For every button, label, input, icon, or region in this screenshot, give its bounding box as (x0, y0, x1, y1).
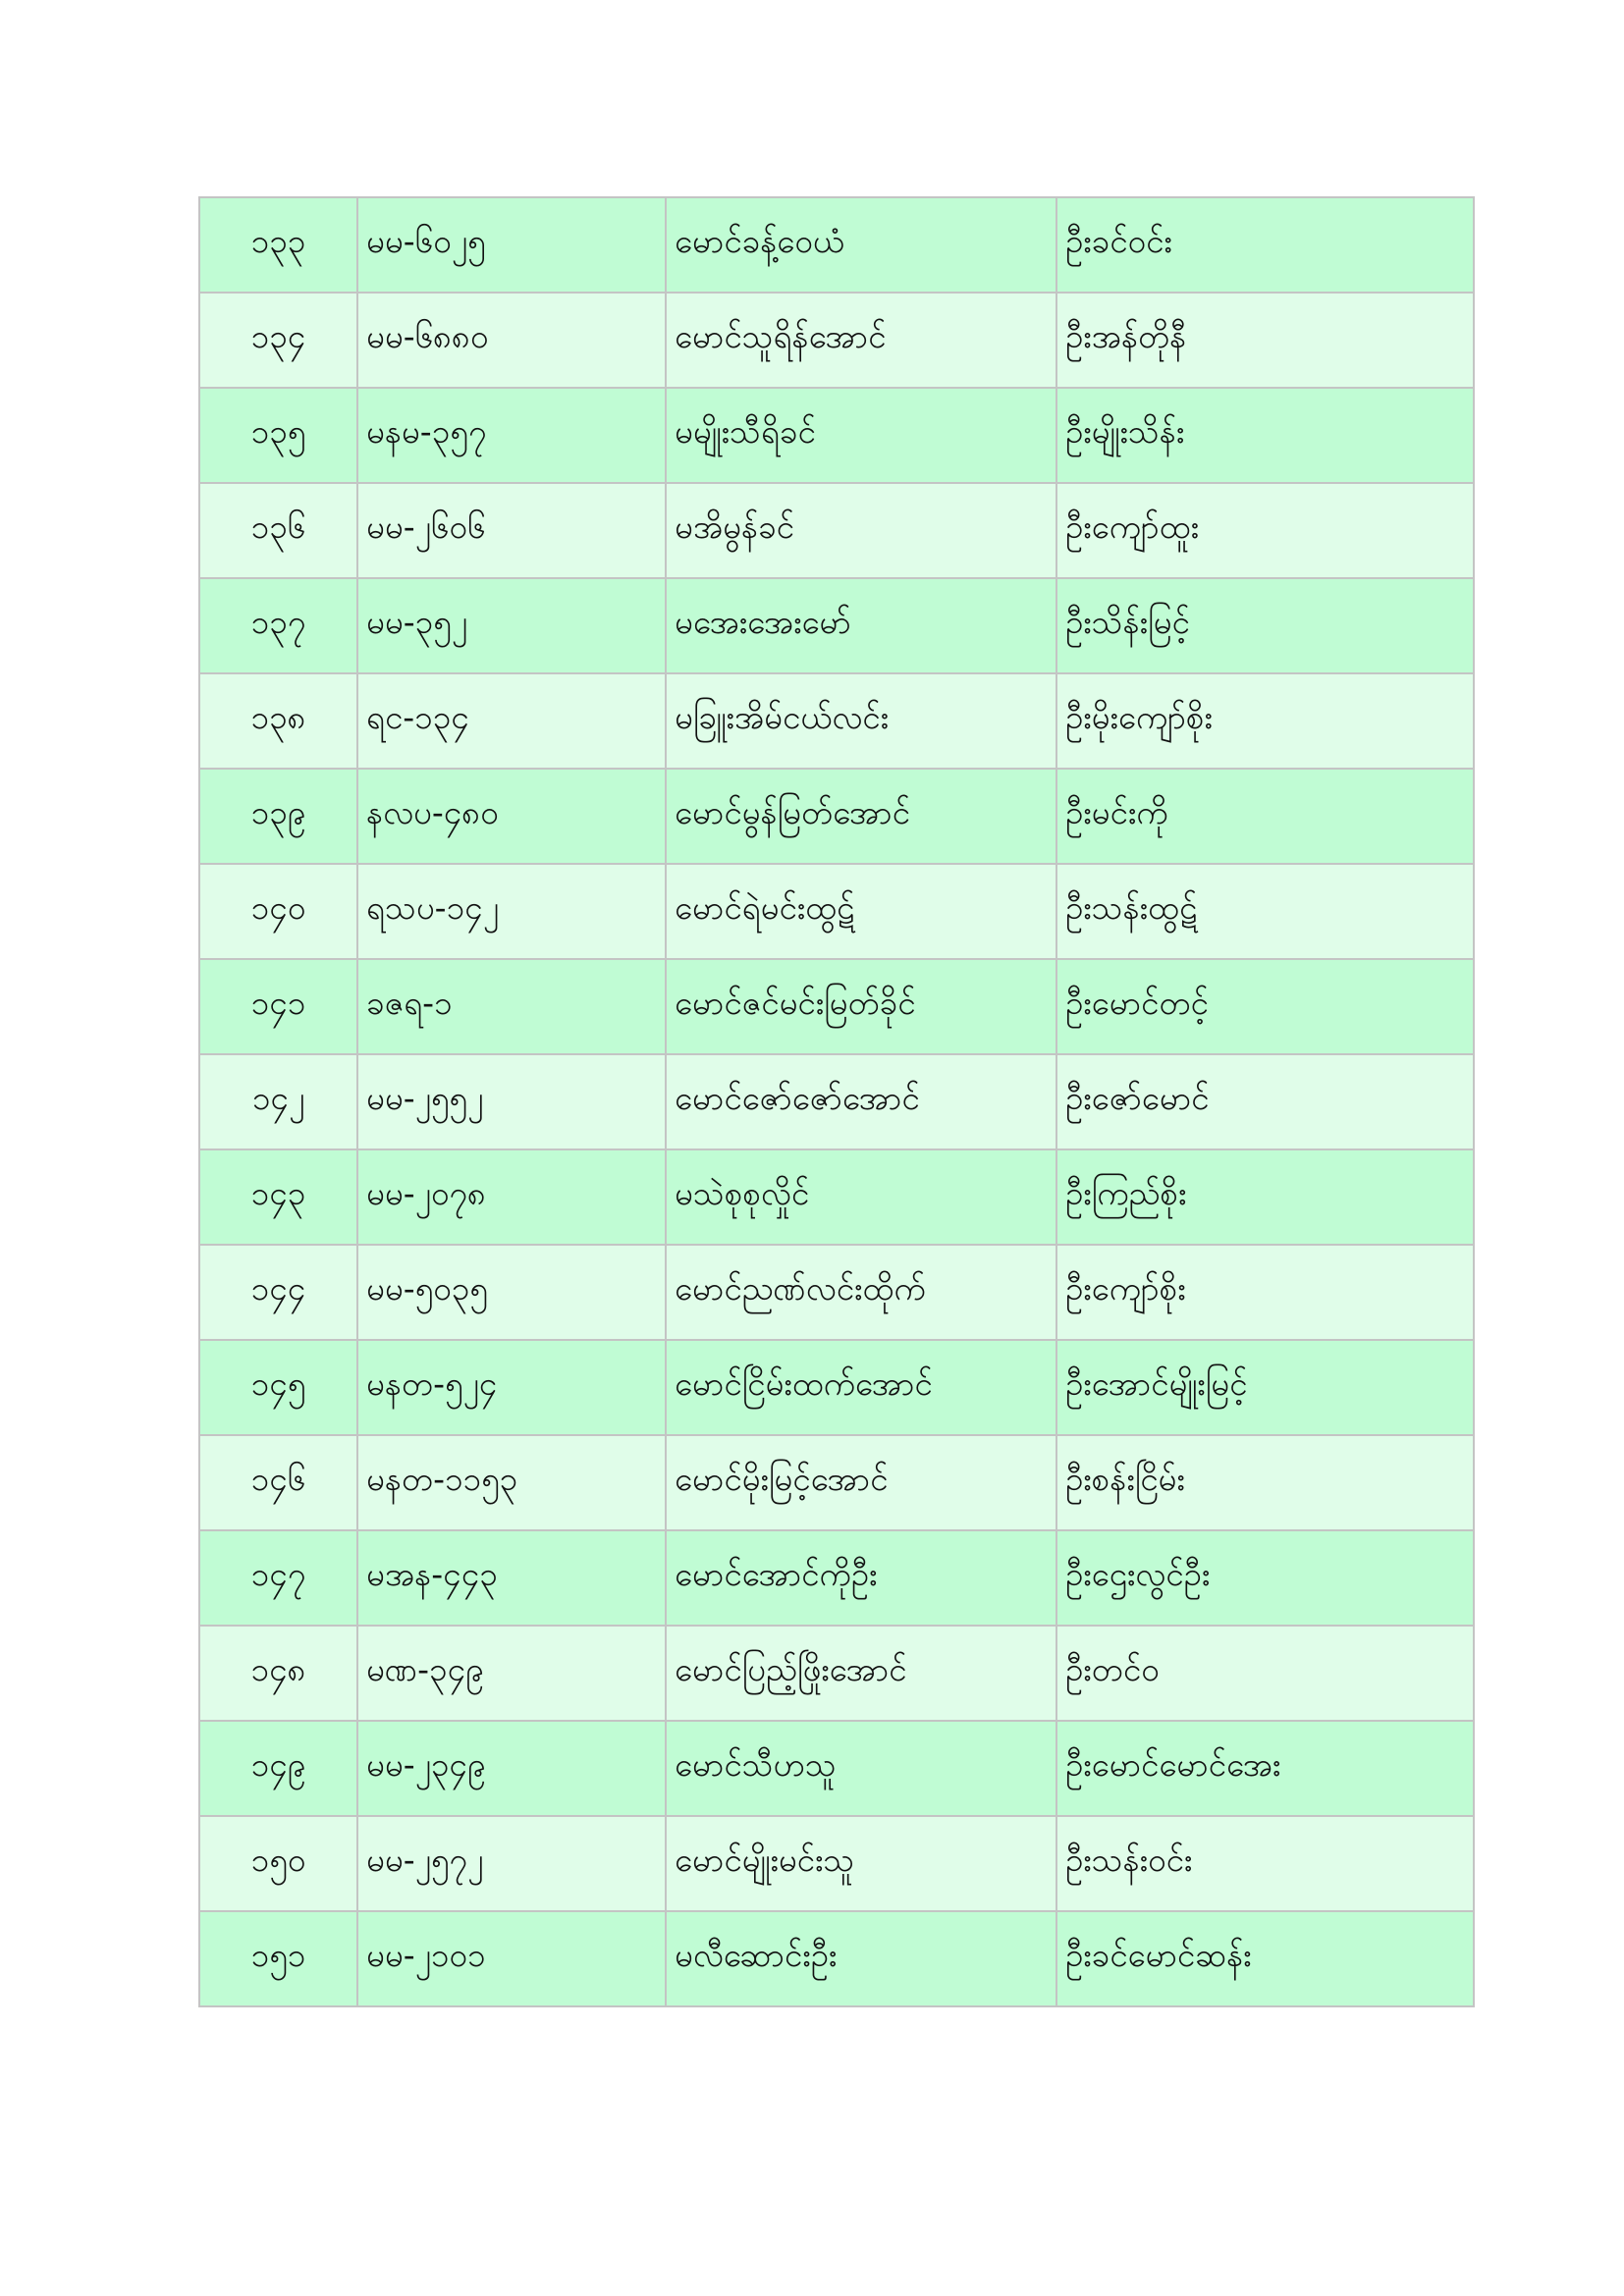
father-name-cell: ဦးစန်းငြိမ်း (1056, 1435, 1474, 1530)
table-row (199, 1054, 1474, 1149)
registration-number-cell: ရင-၁၃၄ (357, 673, 666, 769)
row-number-cell: ၁၄၄ (199, 1245, 357, 1340)
student-name-cell: မောင်ပြည့်ဖြိုးအောင် (666, 1626, 1056, 1721)
student-name-cell: မမျိုးသီရိခင် (666, 388, 1056, 483)
student-name-cell: မောင်မွန်မြတ်အောင် (666, 769, 1056, 864)
row-number-cell: ၁၄၂ (199, 1054, 357, 1149)
registration-number-cell: မနတ-၅၂၄ (357, 1340, 666, 1435)
row-number-cell: ၁၅၀ (199, 1816, 357, 1911)
row-number-cell: ၁၄၇ (199, 1530, 357, 1626)
registration-number-cell: မမ-၂၀၇၈ (357, 1149, 666, 1245)
registration-number-cell: မမ-၂၆၀၆ (357, 483, 666, 578)
registration-number-cell: မနတ-၁၁၅၃ (357, 1435, 666, 1530)
student-name-cell: မောင်မျိုးမင်းသူ (666, 1816, 1056, 1911)
table-row (199, 1530, 1474, 1626)
row-number-cell: ၁၄၅ (199, 1340, 357, 1435)
row-number-cell: ၁၄၃ (199, 1149, 357, 1245)
table-row (199, 1626, 1474, 1721)
father-name-cell: ဦးအန်တိုနီ (1056, 293, 1474, 388)
registration-number-cell: မမ-၂၃၄၉ (357, 1721, 666, 1816)
student-name-cell: မောင်ညဏ်လင်းထိုက် (666, 1245, 1056, 1340)
table-row (199, 959, 1474, 1054)
student-name-cell: မောင်အောင်ကိုဦး (666, 1530, 1056, 1626)
father-name-cell: ဦးခင်ဝင်း (1056, 197, 1474, 293)
table-row (199, 293, 1474, 388)
father-name-cell: ဦးသန်းဝင်း (1056, 1816, 1474, 1911)
table-row (199, 864, 1474, 959)
row-number-cell: ၁၃၅ (199, 388, 357, 483)
student-name-cell: မောင်သူရိန်အောင် (666, 293, 1056, 388)
student-name-cell: မသဲစုစုလှိုင် (666, 1149, 1056, 1245)
student-name-cell: မအိမွန်ခင် (666, 483, 1056, 578)
registration-number-cell: မမ-၆၈၈၀ (357, 293, 666, 388)
row-number-cell: ၁၃၄ (199, 293, 357, 388)
father-name-cell: ဦးမျိုးသိန်း (1056, 388, 1474, 483)
row-number-cell: ၁၄၆ (199, 1435, 357, 1530)
father-name-cell: ဦးသန်းထွဋ် (1056, 864, 1474, 959)
table-row (199, 1245, 1474, 1340)
student-roll-body (199, 197, 1474, 2006)
student-name-cell: မလီဆောင်းဦး (666, 1911, 1056, 2006)
table-row (199, 388, 1474, 483)
registration-number-cell: နလပ-၄၈၀ (357, 769, 666, 864)
student-name-cell: မောင်ဇော်ဇော်အောင် (666, 1054, 1056, 1149)
student-name-cell: မောင်ငြိမ်းထက်အောင် (666, 1340, 1056, 1435)
registration-number-cell: မမ-၂၅၅၂ (357, 1054, 666, 1149)
table-row (199, 1340, 1474, 1435)
registration-number-cell: မဏ-၃၄၉ (357, 1626, 666, 1721)
registration-number-cell: မမ-၃၅၂ (357, 578, 666, 673)
registration-number-cell: ရသပ-၁၄၂ (357, 864, 666, 959)
table-row (199, 1721, 1474, 1816)
father-name-cell: ဦးအောင်မျိုးမြင့် (1056, 1340, 1474, 1435)
row-number-cell: ၁၃၆ (199, 483, 357, 578)
student-roll-table (198, 196, 1475, 2007)
row-number-cell: ၁၄၁ (199, 959, 357, 1054)
student-name-cell: မောင်သီဟသူ (666, 1721, 1056, 1816)
registration-number-cell: မအန-၄၄၃ (357, 1530, 666, 1626)
row-number-cell: ၁၃၃ (199, 197, 357, 293)
table-row (199, 1816, 1474, 1911)
table-row (199, 483, 1474, 578)
father-name-cell: ဦးကျော်ထူး (1056, 483, 1474, 578)
row-number-cell: ၁၃၈ (199, 673, 357, 769)
row-number-cell: ၁၄၀ (199, 864, 357, 959)
student-name-cell: မောင်ဇင်မင်းမြတ်ခိုင် (666, 959, 1056, 1054)
father-name-cell: ဦးမင်းကို (1056, 769, 1474, 864)
registration-number-cell: ခဇရ-၁ (357, 959, 666, 1054)
father-name-cell: ဦးမောင်တင့် (1056, 959, 1474, 1054)
father-name-cell: ဦးဇော်မောင် (1056, 1054, 1474, 1149)
student-name-cell: မအေးအေးမော် (666, 578, 1056, 673)
father-name-cell: ဦးမောင်မောင်အေး (1056, 1721, 1474, 1816)
father-name-cell: ဦးကြည်စိုး (1056, 1149, 1474, 1245)
table-row (199, 197, 1474, 293)
father-name-cell: ဦးတင်ဝ (1056, 1626, 1474, 1721)
father-name-cell: ဦးဌေးလွင်ဦး (1056, 1530, 1474, 1626)
row-number-cell: ၁၄၉ (199, 1721, 357, 1816)
registration-number-cell: မမ-၂၁၀၁ (357, 1911, 666, 2006)
table-row (199, 1911, 1474, 2006)
registration-number-cell: မနမ-၃၅၇ (357, 388, 666, 483)
row-number-cell: ၁၃၇ (199, 578, 357, 673)
row-number-cell: ၁၄၈ (199, 1626, 357, 1721)
father-name-cell: ဦးခင်မောင်ဆန်း (1056, 1911, 1474, 2006)
table-row (199, 769, 1474, 864)
row-number-cell: ၁၃၉ (199, 769, 357, 864)
father-name-cell: ဦးမိုးကျော်စိုး (1056, 673, 1474, 769)
father-name-cell: ဦးသိန်းမြင့် (1056, 578, 1474, 673)
table-row (199, 673, 1474, 769)
student-name-cell: မောင်ခန့်ဝေယံ (666, 197, 1056, 293)
table-row (199, 578, 1474, 673)
student-name-cell: မောင်ရဲမင်းထွဋ် (666, 864, 1056, 959)
registration-number-cell: မမ-၅၀၃၅ (357, 1245, 666, 1340)
student-name-cell: မောင်မိုးမြင့်အောင် (666, 1435, 1056, 1530)
table-row (199, 1149, 1474, 1245)
row-number-cell: ၁၅၁ (199, 1911, 357, 2006)
registration-number-cell: မမ-၂၅၇၂ (357, 1816, 666, 1911)
table-row (199, 1435, 1474, 1530)
father-name-cell: ဦးကျော်စိုး (1056, 1245, 1474, 1340)
student-name-cell: မခြူးအိမ်ငယ်လင်း (666, 673, 1056, 769)
registration-number-cell: မမ-၆၀၂၅ (357, 197, 666, 293)
